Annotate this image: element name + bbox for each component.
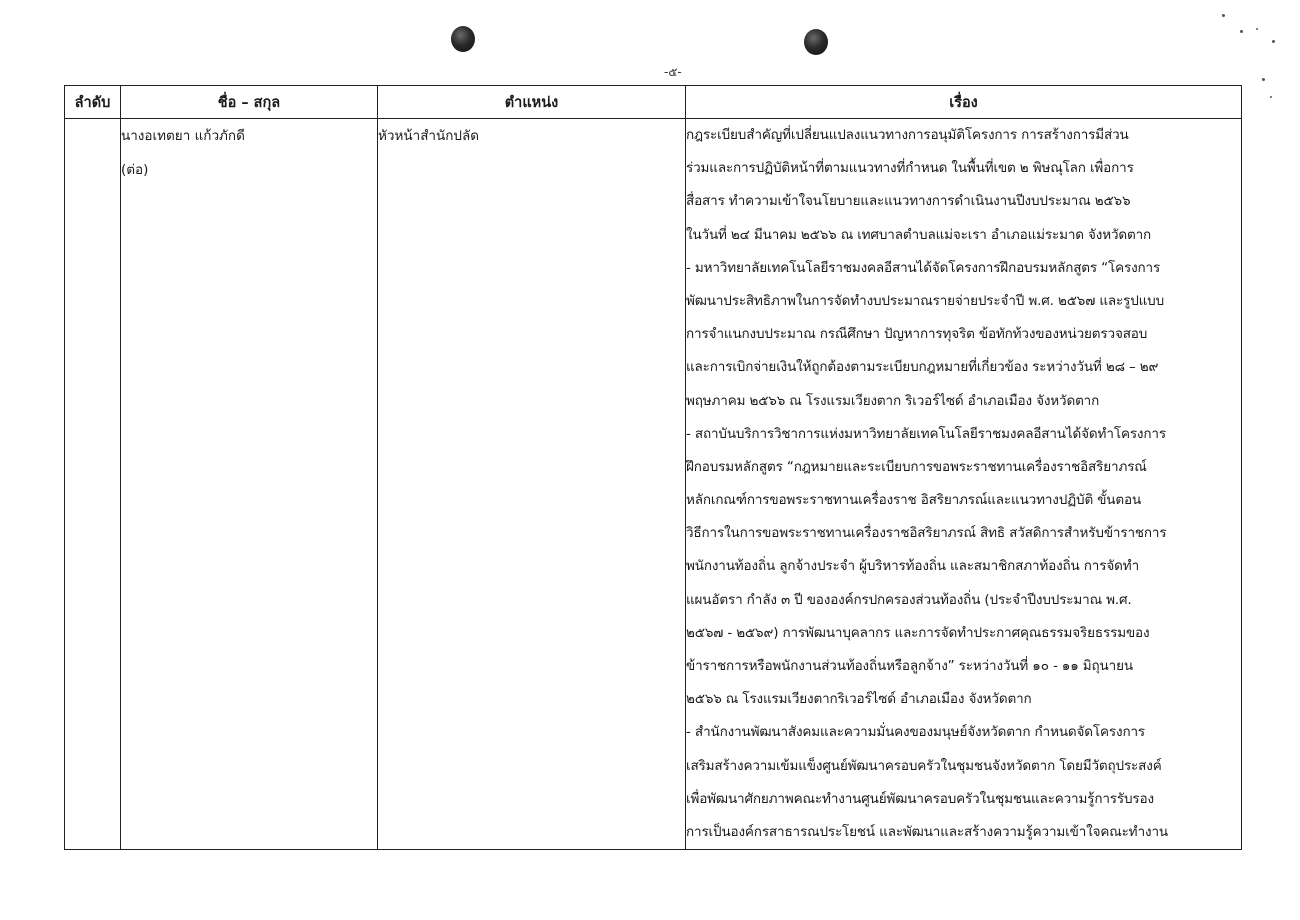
topic-line: กฎระเบียบสำคัญที่เปลี่ยนแปลงแนวทางการอนุมัติโครงการ การสร้างการมีส่วน — [686, 127, 1129, 143]
topic-line: พฤษภาคม ๒๕๖๖ ณ โรงแรมเวียงตาก ริเวอร์ไซด์ อำเภอเมือง จังหวัดตาก — [686, 392, 1100, 409]
topic-line: เพื่อพัฒนาศักยภาพคณะทำงานศูนย์พัฒนาครอบครัวในชุมชนและความรู้การรับรอง — [686, 790, 1154, 807]
scan-speck — [1262, 78, 1265, 81]
topic-line: ร่วมและการปฏิบัติหน้าที่ตามแนวทางที่กำหนด ในพื้นที่เขต ๒ พิษณุโลก เพื่อการ — [686, 160, 1134, 177]
person-name: นางอเทตยา แก้วภักดี — [121, 128, 245, 144]
position-title: หัวหน้าสำนักปลัด — [378, 128, 480, 144]
continued-note: (ต่อ) — [121, 162, 149, 178]
topic-line: ฝึกอบรมหลักสูตร “กฎหมายและระเบียบการขอพระราชทานเครื่องราชอิสริยาภรณ์ — [686, 458, 1147, 475]
page-number: -๕- — [664, 65, 682, 79]
topic-line: แผนอัตรา กำลัง ๓ ปี ขององค์กรปกครองส่วนท้องถิ่น (ประจำปีงบประมาณ พ.ศ. — [686, 591, 1132, 608]
topic-line: ๒๕๖๗ - ๒๕๖๙) การพัฒนาบุคลากร และการจัดทำประกาศคุณธรรมจริยธรรมของ — [686, 624, 1150, 641]
topic-line: ข้าราชการหรือพนักงานส่วนท้องถิ่นหรือลูกจ้าง” ระหว่างวันที่ ๑๐ - ๑๑ มิถุนายน — [686, 658, 1133, 674]
topic-line: ในวันที่ ๒๔ มีนาคม ๒๕๖๖ ณ เทศบาลตำบลแม่จะเรา อำเภอแม่ระมาด จังหวัดตาก — [686, 226, 1152, 243]
scan-speck — [1222, 14, 1225, 17]
topic-line: - มหาวิทยาลัยเทคโนโลยีราชมงคลอีสานได้จัดโครงการฝึกอบรมหลักสูตร “โครงการ — [686, 259, 1161, 276]
topic-line: พัฒนาประสิทธิภาพในการจัดทำงบประมาณรายจ่ายประจำปี พ.ศ. ๒๕๖๗ และรูปแบบ — [686, 292, 1165, 309]
topic-line: พนักงานท้องถิ่น ลูกจ้างประจำ ผู้บริหารท้องถิ่น และสมาชิกสภาท้องถิ่น การจัดทำ — [686, 558, 1140, 575]
topic-line: และการเบิกจ่ายเงินให้ถูกต้องตามระเบียบกฎหมายที่เกี่ยวข้อง ระหว่างวันที่ ๒๘ – ๒๙ — [686, 359, 1159, 376]
topic-cell — [686, 119, 1242, 850]
topic-line: เสริมสร้างความเข้มแข็งศูนย์พัฒนาครอบครัวในชุมชนจังหวัดตาก โดยมีวัตถุประสงค์ — [686, 757, 1162, 774]
name-cell — [121, 119, 378, 850]
position-cell — [378, 119, 686, 850]
punch-hole-left — [451, 26, 475, 52]
scan-speck — [1270, 96, 1272, 98]
punch-hole-right — [804, 29, 828, 55]
topic-line: หลักเกณฑ์การขอพระราชทานเครื่องราช อิสริยาภรณ์และแนวทางปฏิบัติ ขั้นตอน — [686, 492, 1142, 509]
topic-line: การจำแนกงบประมาณ กรณีศึกษา ปัญหาการทุจริต ข้อทักท้วงของหน่วยตรวจสอบ — [686, 326, 1148, 343]
scan-speck — [1240, 30, 1243, 33]
topic-line: ๒๕๖๖ ณ โรงแรมเวียงตากริเวอร์ไซด์ อำเภอเมือง จังหวัดตาก — [686, 691, 1032, 708]
header-order: ลำดับ — [65, 86, 121, 119]
scan-speck — [1272, 40, 1275, 43]
topic-line: วิธีการในการขอพระราชทานเครื่องราชอิสริยาภรณ์ สิทธิ สวัสดิการสำหรับข้าราชการ — [686, 525, 1167, 542]
table-row — [65, 119, 1242, 850]
header-topic: เรื่อง — [686, 86, 1242, 119]
topic-line: - สถาบันบริการวิชาการแห่งมหาวิทยาลัยเทคโนโลยีราชมงคลอีสานได้จัดทำโครงการ — [686, 425, 1166, 442]
topic-line: - สำนักงานพัฒนาสังคมและความมั่นคงของมนุษย์จังหวัดตาก กำหนดจัดโครงการ — [686, 724, 1145, 741]
topic-line: การเป็นองค์กรสาธารณประโยชน์ และพัฒนาและสร้างความรู้ความเข้าใจคณะทำงาน — [686, 823, 1168, 840]
document-table — [64, 85, 1242, 850]
header-position: ตำแหน่ง — [378, 86, 686, 119]
header-name: ชื่อ – สกุล — [121, 86, 378, 119]
order-cell — [65, 119, 121, 850]
header-row — [65, 86, 1242, 119]
scan-speck — [1256, 28, 1258, 30]
topic-line: สื่อสาร ทำความเข้าใจนโยบายและแนวทางการดำเนินงานปีงบประมาณ ๒๕๖๖ — [686, 193, 1131, 210]
